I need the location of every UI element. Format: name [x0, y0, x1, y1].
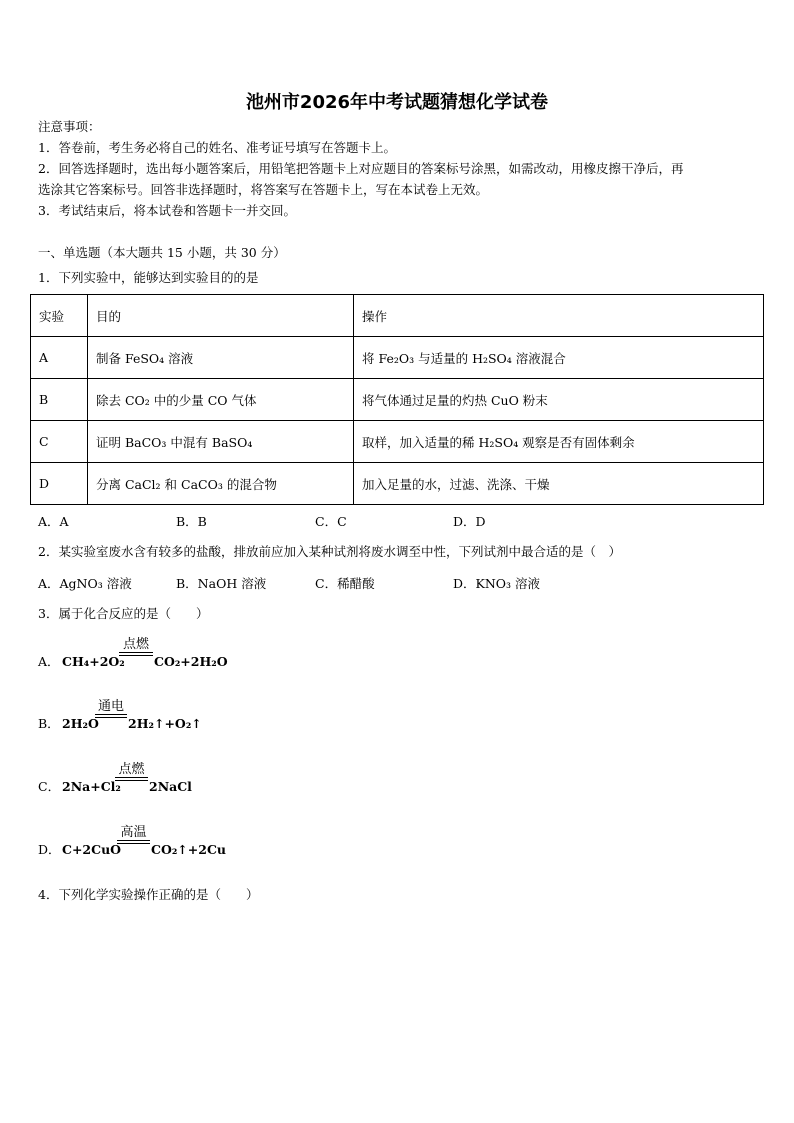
q2-option-c: C．稀醋酸 [315, 576, 375, 591]
table-header-row [31, 295, 764, 337]
q3-option-b-condition [95, 700, 127, 718]
table-cell: C [31, 421, 88, 463]
q1-option-a: A．A [38, 514, 69, 529]
q3-option-d-label: D． [38, 842, 61, 857]
reaction-condition: 通电 [97, 699, 124, 714]
q3-option-a-condition [119, 638, 153, 656]
q4-stem: 4．下列化学实验操作正确的是（ ） [38, 887, 259, 902]
q3-option-b-products: 2H₂↑+O₂↑ [128, 716, 202, 731]
q3-option-d-reactants: C+2CuO [62, 842, 122, 857]
table-cell: 将 Fe₂O₃ 与适量的 H₂SO₄ 溶液混合 [354, 337, 764, 379]
q3-option-d-condition [117, 826, 150, 844]
equal-sign [115, 777, 148, 781]
notice-item-2b: 选涂其它答案标号。回答非选择题时，将答案写在答题卡上，写在本试卷上无效。 [38, 182, 489, 197]
q3-option-a-label: A． [38, 654, 60, 669]
q3-option-b-label: B． [38, 716, 60, 731]
q1-option-d: D．D [453, 514, 486, 529]
q1-stem: 1．下列实验中，能够达到实验目的的是 [38, 270, 259, 285]
q3-option-c-reactants: 2Na+Cl₂ [62, 779, 121, 794]
q2-option-d: D．KNO₃ 溶液 [453, 576, 541, 591]
notice-item-3: 3．考试结束后，将本试卷和答题卡一并交回。 [38, 203, 296, 218]
table-cell: 加入足量的水，过滤、洗涤、干燥 [354, 463, 764, 505]
notice-item-1: 1．答卷前，考生务必将自己的姓名、准考证号填写在答题卡上。 [38, 140, 396, 155]
q3-option-c-products: 2NaCl [149, 779, 192, 794]
reaction-condition: 高温 [120, 825, 147, 840]
equal-sign [117, 840, 150, 844]
table-header-cell: 目的 [88, 295, 354, 337]
table-cell: 除去 CO₂ 中的少量 CO 气体 [88, 379, 354, 421]
table-cell: 取样，加入适量的稀 H₂SO₄ 观察是否有固体剩余 [354, 421, 764, 463]
table-header-cell: 操作 [354, 295, 764, 337]
q3-option-c-label: C． [38, 779, 61, 794]
table-row [31, 463, 764, 505]
table-header-cell: 实验 [31, 295, 88, 337]
table-cell: 证明 BaCO₃ 中混有 BaSO₄ [88, 421, 354, 463]
reaction-condition: 点燃 [122, 637, 149, 652]
q3-option-c-condition [115, 763, 148, 781]
table-row [31, 379, 764, 421]
table-row [31, 337, 764, 379]
notice-heading: 注意事项： [38, 119, 101, 134]
q1-table [30, 294, 764, 505]
q3-stem: 3．属于化合反应的是（ ） [38, 606, 209, 621]
q2-option-b: B．NaOH 溶液 [176, 576, 267, 591]
page-title: 池州市2026年中考试题猜想化学试卷 [245, 92, 549, 113]
table-cell: D [31, 463, 88, 505]
equal-sign [119, 652, 153, 656]
table-cell: 将气体通过足量的灼热 CuO 粉末 [354, 379, 764, 421]
equal-sign [95, 714, 127, 718]
table-cell: 分离 CaCl₂ 和 CaCO₃ 的混合物 [88, 463, 354, 505]
q3-option-a-products: CO₂+2H₂O [154, 654, 228, 669]
q3-option-b-reactants: 2H₂O [62, 716, 99, 731]
q3-option-a-reactants: CH₄+2O₂ [62, 654, 125, 669]
table-cell: B [31, 379, 88, 421]
table-cell: 制备 FeSO₄ 溶液 [88, 337, 354, 379]
table-row [31, 421, 764, 463]
reaction-condition: 点燃 [118, 762, 145, 777]
q2-option-a: A．AgNO₃ 溶液 [38, 576, 132, 591]
section-heading: 一、单选题（本大题共 15 小题，共 30 分） [38, 245, 286, 260]
q3-option-d-products: CO₂↑+2Cu [151, 842, 226, 857]
notice-item-2a: 2．回答选择题时，选出每小题答案后，用铅笔把答题卡上对应题目的答案标号涂黑，如需改动，用橡皮擦干净后，再 [38, 161, 684, 176]
q2-stem: 2．某实验室废水含有较多的盐酸，排放前应加入某种试剂将废水调至中性，下列试剂中最合适的是（ ） [38, 544, 621, 559]
table-cell: A [31, 337, 88, 379]
q1-option-c: C．C [315, 514, 347, 529]
q1-option-b: B．B [176, 514, 207, 529]
